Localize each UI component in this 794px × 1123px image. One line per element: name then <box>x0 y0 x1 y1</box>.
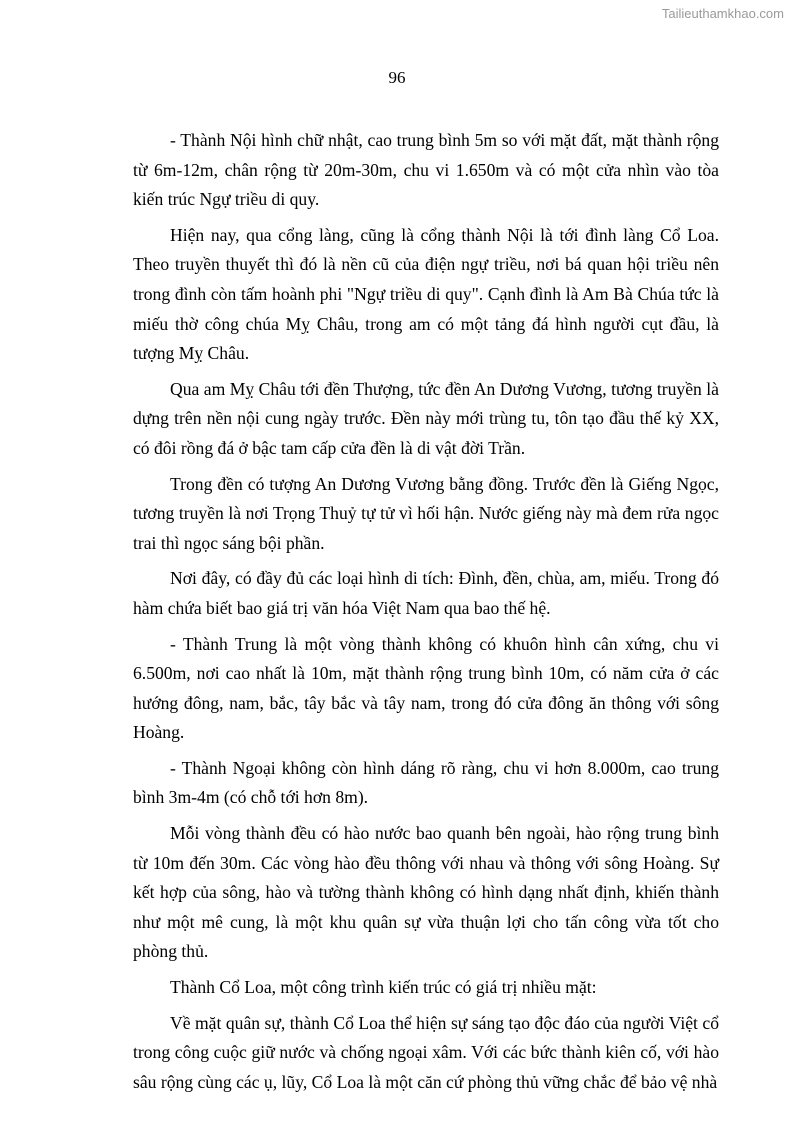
paragraph-gieng-ngoc: Trong đền có tượng An Dương Vương bằng đồng. Trước đền là Giếng Ngọc, tương truyền là nơi Trọng Thuỷ tự tử vì hối hận. Nước giếng này mà đem rửa ngọc trai thì ngọc sáng bội phần. <box>133 473 719 553</box>
page-number: 96 <box>388 68 406 87</box>
paragraph-gia-tri: Thành Cổ Loa, một công trình kiến trúc có giá trị nhiều mặt: <box>170 977 597 998</box>
paragraph-thanh-ngoai: - Thành Ngoại không còn hình dáng rõ ràng, chu vi hơn 8.000m, cao trung bình 3m-4m (có chỗ tới hơn 8m). <box>133 757 719 808</box>
paragraph-di-tich: Nơi đây, có đầy đủ các loại hình di tích: Đình, đền, chùa, am, miếu. Trong đó hàm chứa biết bao giá trị văn hóa Việt Nam qua bao thế hệ. <box>133 568 719 618</box>
paragraph-dinh-co-loa: Hiện nay, qua cổng làng, cũng là cổng thành Nội là tới đình làng Cổ Loa. Theo truyền thuyết thì đó là nền cũ của điện ngự triều, nơi bá quan hội triều nên trong đình còn tấm hoành phi "Ngự triều di quy". Cạnh đình là Am Bà Chúa tức là miếu thờ công chúa Mỵ Châu, trong am có một tảng đá hình người cụt đầu, là tượng Mỵ Châu. <box>133 224 719 364</box>
paragraph-quan-su: Về mặt quân sự, thành Cổ Loa thể hiện sự sáng tạo độc đáo của người Việt cổ trong công cuộc giữ nước và chống ngoại xâm. Với các bức thành kiên cố, với hào sâu rộng cùng các ụ, lũy, Cổ Loa là một căn cứ phòng thủ vững chắc để bảo vệ nhà <box>133 1012 719 1092</box>
watermark-text: Tailieuthamkhao.com <box>661 6 784 21</box>
paragraph-thanh-trung: - Thành Trung là một vòng thành không có khuôn hình cân xứng, chu vi 6.500m, nơi cao nhất là 10m, mặt thành rộng trung bình 10m, có năm cửa ở các hướng đông, nam, bắc, tây bắc và tây nam, trong đó cửa đông ăn thông với sông Hoàng. <box>133 633 719 743</box>
document-body <box>133 126 719 1103</box>
paragraph-thanh-noi: - Thành Nội hình chữ nhật, cao trung bình 5m so với mặt đất, mặt thành rộng từ 6m-12m, chân rộng từ 20m-30m, chu vi 1.650m và có một cửa nhìn vào tòa kiến trúc Ngự triều di quy. <box>133 130 719 210</box>
paragraph-hao-nuoc: Mỗi vòng thành đều có hào nước bao quanh bên ngoài, hào rộng trung bình từ 10m đến 30m. Các vòng hào đều thông với nhau và thông với sông Hoàng. Sự kết hợp của sông, hào và tường thành không có hình dạng nhất định, khiến thành như một mê cung, là một khu quân sự vừa thuận lợi cho tấn công vừa tốt cho phòng thủ. <box>133 823 719 962</box>
paragraph-den-thuong: Qua am Mỵ Châu tới đền Thượng, tức đền An Dương Vương, tương truyền là dựng trên nền nội cung ngày trước. Đền này mới trùng tu, tôn tạo đầu thế kỷ XX, có đôi rồng đá ở bậc tam cấp cửa đền là di vật đời Trần. <box>133 378 719 458</box>
